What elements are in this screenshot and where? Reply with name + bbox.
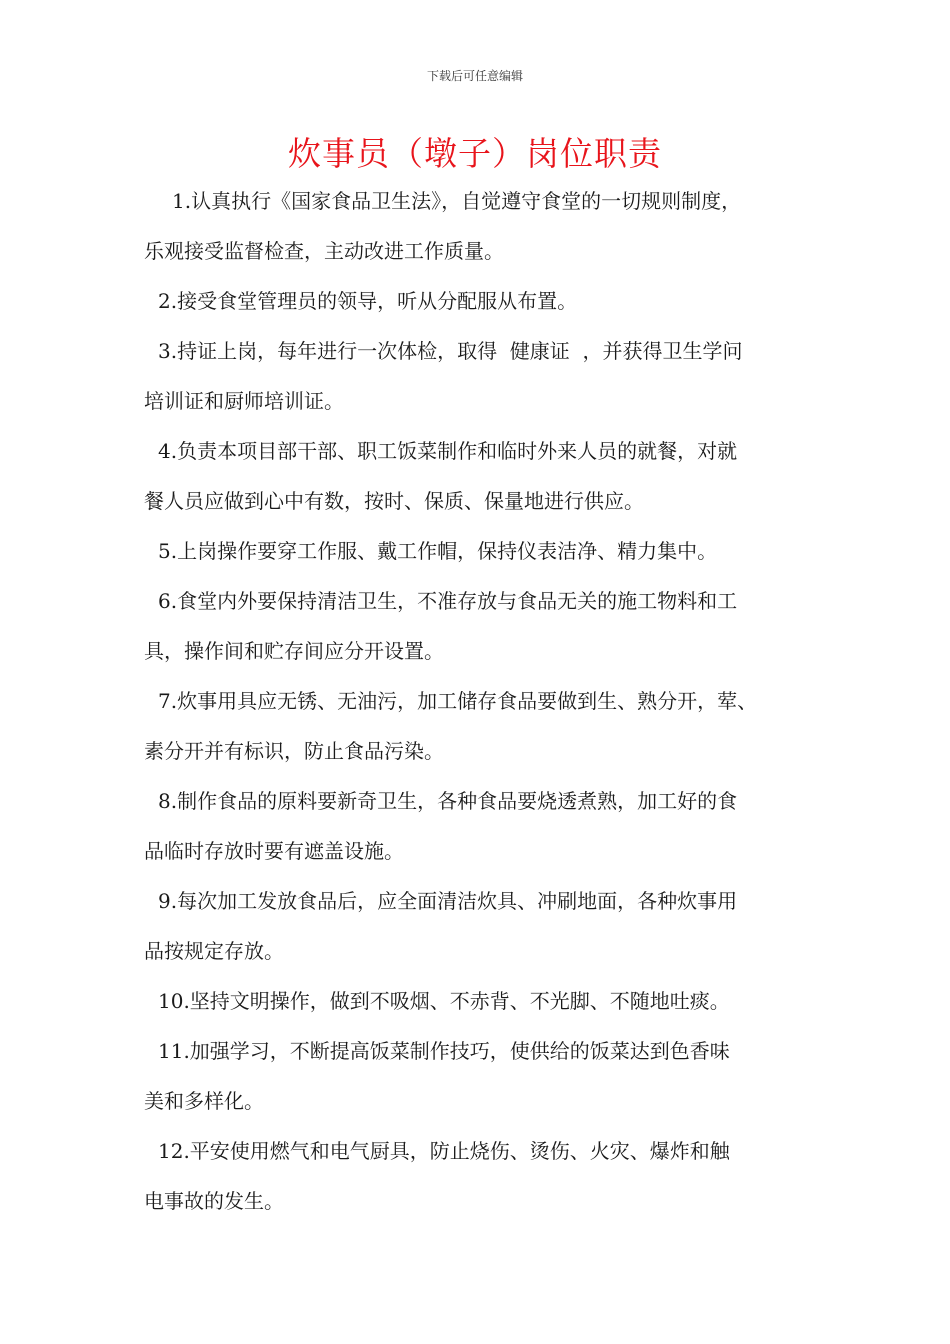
item-line: 7.炊事用具应无锈、无油污，加工储存食品要做到生、熟分开，荤、 xyxy=(158,689,758,713)
item-line: 11.加强学习，不断提高饭菜制作技巧，使供给的饭菜达到色香味 xyxy=(158,1039,730,1063)
item-line: 素分开并有标识，防止食品污染。 xyxy=(144,739,444,763)
list-item xyxy=(144,776,834,876)
item-line: 9.每次加工发放食品后，应全面清洁炊具、冲刷地面，各种炊事用 xyxy=(158,889,738,913)
header-note: 下载后可任意编辑 xyxy=(426,69,523,83)
item-line: 具，操作间和贮存间应分开设置。 xyxy=(144,639,444,663)
list-item xyxy=(144,1126,834,1226)
item-line: 品按规定存放。 xyxy=(144,939,284,963)
list-item xyxy=(144,276,834,326)
item-line: 乐观接受监督检查，主动改进工作质量。 xyxy=(144,239,504,263)
document-body xyxy=(144,176,834,1226)
list-item xyxy=(144,426,834,526)
list-item xyxy=(144,1026,834,1126)
item-line: 12.平安使用燃气和电气厨具，防止烧伤、烫伤、火灾、爆炸和触 xyxy=(158,1139,730,1163)
item-line: 电事故的发生。 xyxy=(144,1189,284,1213)
list-item xyxy=(144,326,834,426)
list-item xyxy=(144,976,834,1026)
item-line: 培训证和厨师培训证。 xyxy=(144,389,344,413)
item-line: 1.认真执行《国家食品卫生法》，自觉遵守食堂的一切规则制度， xyxy=(172,189,742,213)
item-line: 品临时存放时要有遮盖设施。 xyxy=(144,839,404,863)
item-line: 5.上岗操作要穿工作服、戴工作帽，保持仪表洁净、精力集中。 xyxy=(158,539,718,563)
item-line: 10.坚持文明操作，做到不吸烟、不赤背、不光脚、不随地吐痰。 xyxy=(158,989,730,1013)
list-item xyxy=(144,176,834,276)
item-line: 美和多样化。 xyxy=(144,1089,264,1113)
item-line: 6.食堂内外要保持清洁卫生，不准存放与食品无关的施工物料和工 xyxy=(158,589,738,613)
list-item xyxy=(144,876,834,976)
item-line: 餐人员应做到心中有数，按时、保质、保量地进行供应。 xyxy=(144,489,644,513)
document-title: 炊事员（墩子）岗位职责 xyxy=(288,134,662,173)
list-item xyxy=(144,676,834,776)
item-line: 3.持证上岗，每年进行一次体检，取得 健康证 ，并获得卫生学问 xyxy=(158,339,743,363)
item-line: 4.负责本项目部干部、职工饭菜制作和临时外来人员的就餐，对就 xyxy=(158,439,738,463)
list-item xyxy=(144,576,834,676)
item-line: 8.制作食品的原料要新奇卫生，各种食品要烧透煮熟，加工好的食 xyxy=(158,789,738,813)
list-item xyxy=(144,526,834,576)
item-line: 2.接受食堂管理员的领导，听从分配服从布置。 xyxy=(158,289,578,313)
